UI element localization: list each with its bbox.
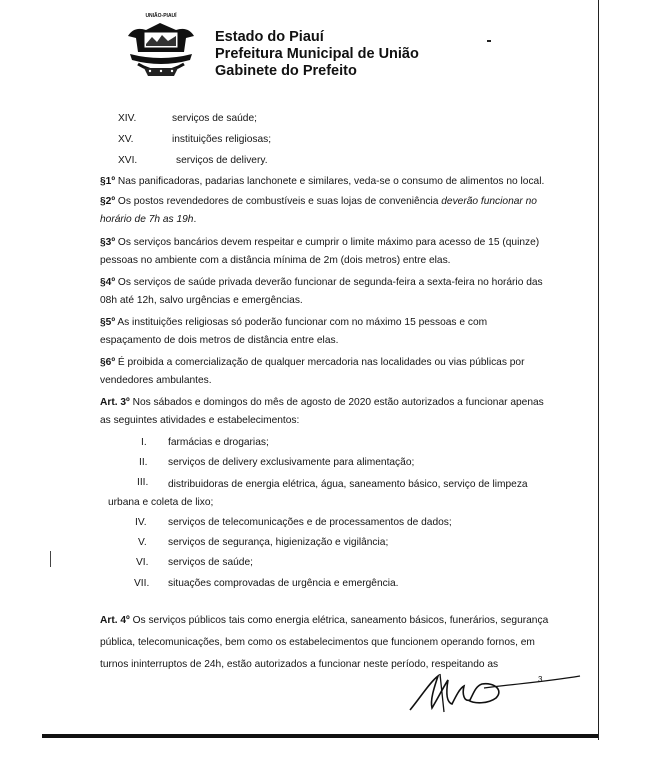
paragraph-1: §1º Nas panificadoras, padarias lanchonete e similares, veda-se o consumo de alimentos no local. (100, 176, 545, 187)
prefecture-name: Prefeitura Municipal de União (215, 46, 419, 62)
list-item: serviços de segurança, higienização e vigilância; (168, 537, 389, 548)
scan-mark (487, 40, 491, 42)
state-name: Estado do Piauí (215, 29, 324, 45)
paragraph-4-line-2: 08h até 12h, salvo urgências e emergências. (100, 295, 303, 306)
list-number: IV. (135, 517, 147, 528)
list-number: VII. (134, 578, 150, 589)
list-item: serviços de delivery exclusivamente para alimentação; (168, 457, 415, 468)
page-number-mark: 3 (538, 675, 543, 684)
article-4-line-2: pública, telecomunicações, bem como os estabelecimentos que funcionem operando fornos, em (100, 637, 535, 648)
paragraph-2-line-2: horário de 7h as 19h. (100, 214, 197, 225)
list-number: I. (141, 437, 147, 448)
bottom-border-line (42, 734, 598, 738)
article-4-line-3: turnos ininterruptos de 24h, estão autorizados a funcionar neste período, respeitando as (100, 659, 499, 670)
svg-text:UNIÃO-PIAUÍ: UNIÃO-PIAUÍ (145, 13, 177, 19)
list-item: serviços de saúde; (168, 557, 253, 568)
list-item: serviços de telecomunicações e de processamentos de dados; (168, 517, 452, 528)
municipal-emblem-logo (124, 10, 198, 82)
paragraph-6-line-2: vendedores ambulantes. (100, 375, 212, 386)
list-number: XV. (118, 134, 134, 145)
article-3-line-2: as seguintes atividades e estabelecimentos: (100, 415, 300, 426)
list-number: V. (138, 537, 147, 548)
paragraph-4-line-1: §4º Os serviços de saúde privada deverão funcionar de segunda-feira a sexta-feira no horário das (100, 277, 543, 288)
handwritten-signature (404, 668, 584, 718)
paragraph-3-line-1: §3º Os serviços bancários devem respeitar e cumprir o limite máximo para acesso de 15 (quinze) (100, 237, 540, 248)
list-item: instituições religiosas; (172, 134, 272, 145)
article-4-line-1: Art. 4º Os serviços públicos tais como energia elétrica, saneamento básicos, funerários, segurança (100, 615, 549, 626)
page-edge-line (598, 0, 599, 740)
paragraph-3-line-2: pessoas no ambiente com a distância mínima de 2m (dois metros) entre elas. (100, 255, 451, 266)
list-item: situações comprovadas de urgência e emergência. (168, 578, 399, 589)
margin-mark (50, 551, 51, 567)
list-item: distribuidoras de energia elétrica, água, saneamento básico, serviço de limpeza (168, 479, 528, 490)
list-number: II. (139, 457, 148, 468)
paragraph-2-line-1: §2º Os postos revendedores de combustíveis e suas lojas de conveniência deverão funcionar no (100, 196, 537, 207)
paragraph-5-line-1: §5º As instituições religiosas só poderão funcionar com no máximo 15 pessoas e com (100, 317, 488, 328)
list-item: serviços de delivery. (176, 155, 268, 166)
list-number: VI. (136, 557, 149, 568)
list-item: serviços de saúde; (172, 113, 257, 124)
paragraph-5-line-2: espaçamento de dois metros de distância entre elas. (100, 335, 339, 346)
paragraph-6-line-1: §6º É proibida a comercialização de qualquer mercadoria nas localidades ou vias públicas por (100, 357, 525, 368)
list-number: XIV. (118, 113, 137, 124)
office-name: Gabinete do Prefeito (215, 63, 357, 79)
article-3-line-1: Art. 3º Nos sábados e domingos do mês de agosto de 2020 estão autorizados a funcionar apenas (100, 397, 544, 408)
list-number: III. (137, 477, 149, 488)
list-item: farmácias e drogarias; (168, 437, 269, 448)
list-item-continuation: urbana e coleta de lixo; (108, 497, 214, 508)
list-number: XVI. (118, 155, 138, 166)
letterhead (215, 29, 419, 80)
